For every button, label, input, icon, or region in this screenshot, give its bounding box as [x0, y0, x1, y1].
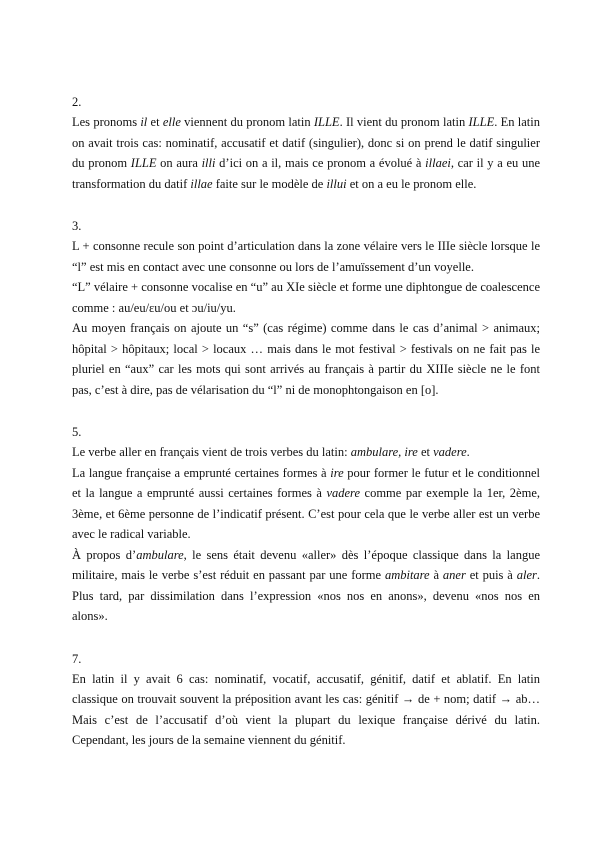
text-run: Les pronoms	[72, 115, 141, 129]
section	[72, 216, 540, 400]
section-number: 5.	[72, 425, 82, 439]
text-run: Le verbe aller en français vient de trois verbes du latin:	[72, 445, 351, 459]
text-run: viennent du pronom latin	[180, 115, 314, 129]
italic-term: illui	[326, 176, 347, 191]
text-run: d’ici on a il, mais ce pronom a évolué à	[215, 156, 426, 170]
document-body	[72, 92, 540, 751]
text-run: En latin il y avait 6 cas: nominatif, vocatif, accusatif, génitif, datif et ablatif. En latin classique on trouvait souvent la préposition avant les cas: génitif → de + nom; datif → ab… Mais c’est de l’accusatif d’où vient la plupart du lexique française dérivé du latin. Cependant, les jours de la semaine viennent du génitif.	[72, 671, 540, 747]
paragraph	[72, 463, 540, 545]
italic-term: vadere	[326, 486, 360, 500]
italic-term: ambitare	[384, 568, 430, 582]
italic-term: il	[140, 115, 148, 129]
text-run: À propos d’	[72, 547, 137, 562]
text-run: L + consonne recule son point d’articulation dans la zone vélaire vers le IIIe siècle lorsque le “l” est mis en contact avec une consonne ou lors de l’amuïssement d’un voyelle.	[72, 239, 540, 274]
text-run: et	[147, 115, 163, 129]
text-run: “L” vélaire + consonne vocalise en “u” au XIe siècle et forme une diphtongue de coalescence comme : au/eu/ɛu/ou et ɔu/iu/yu.	[72, 280, 540, 315]
italic-term: illi	[201, 156, 216, 170]
section-number: 3.	[72, 219, 82, 233]
italic-term: ambulare, ire	[350, 445, 418, 459]
italic-term: ILLE	[313, 115, 340, 129]
document-page	[72, 92, 540, 773]
section	[72, 649, 540, 751]
text-run: . En latin on avait trois cas: nominatif, accusatif et datif (singulier), donc si on prend le datif singulier du pronom	[72, 115, 540, 170]
paragraph	[72, 318, 540, 400]
section	[72, 92, 540, 194]
text-run: .	[466, 445, 470, 459]
italic-term: ambulare	[136, 547, 184, 562]
text-run: on aura	[156, 156, 202, 170]
paragraph	[72, 277, 540, 318]
italic-term: vadere	[433, 445, 467, 459]
italic-term: aner	[442, 568, 466, 582]
text-run: car il y a eu une transformation du datif	[72, 156, 540, 191]
paragraph	[72, 236, 540, 277]
text-run: faite sur le modèle de	[212, 176, 327, 191]
italic-term: elle	[162, 115, 181, 129]
text-run: et on a eu le pronom elle.	[346, 176, 477, 191]
text-run: à	[429, 568, 443, 582]
text-run: pour former le futur et le conditionnel et la langue a emprunté aussi certaines formes à	[72, 465, 540, 500]
text-run: . Plus tard, par dissimilation dans l’expression «nos nos en anons», devenu «nos nos en alons».	[72, 568, 540, 623]
italic-term: aler	[516, 568, 537, 582]
italic-term: ire	[330, 465, 344, 480]
text-run: comme par exemple la 1er, 2ème, 3ème, et 6ème personne de l’indicatif présent. C’est pour cela que le verbe aller est un verbe avec le radical variable.	[72, 486, 540, 541]
italic-term: ILLE	[468, 115, 495, 129]
text-run: et	[417, 445, 434, 459]
italic-term: illae	[190, 176, 213, 191]
italic-term: ILLE	[130, 156, 157, 170]
text-run: , le sens était devenu «aller» dès l’époque classique dans la langue militaire, mais le verbe s’est réduit en passant par une forme	[72, 547, 540, 582]
paragraph	[72, 442, 540, 463]
text-run: Au moyen français on ajoute un “s” (cas régime) comme dans le cas d’animal > animaux; hôpital > hôpitaux; local > locaux … mais dans le mot festival > festivals on ne fait pas le pluriel en “aux” car les mots qui sont arrivés au français à partir du XIIIe siècle ne le font pas, c’est à dire, pas de vélarisation du “l” ni de monophtongaison en [o].	[72, 321, 540, 397]
paragraph	[72, 112, 540, 194]
section-number: 2.	[72, 95, 82, 109]
text-run: . Il vient du pronom latin	[339, 115, 469, 129]
text-run: La langue française a emprunté certaines formes à	[72, 465, 331, 480]
italic-term: illaei,	[425, 156, 454, 170]
section-number: 7.	[72, 651, 82, 666]
paragraph	[72, 669, 540, 751]
section	[72, 422, 540, 627]
text-run: et puis à	[465, 568, 517, 582]
paragraph	[72, 545, 540, 627]
